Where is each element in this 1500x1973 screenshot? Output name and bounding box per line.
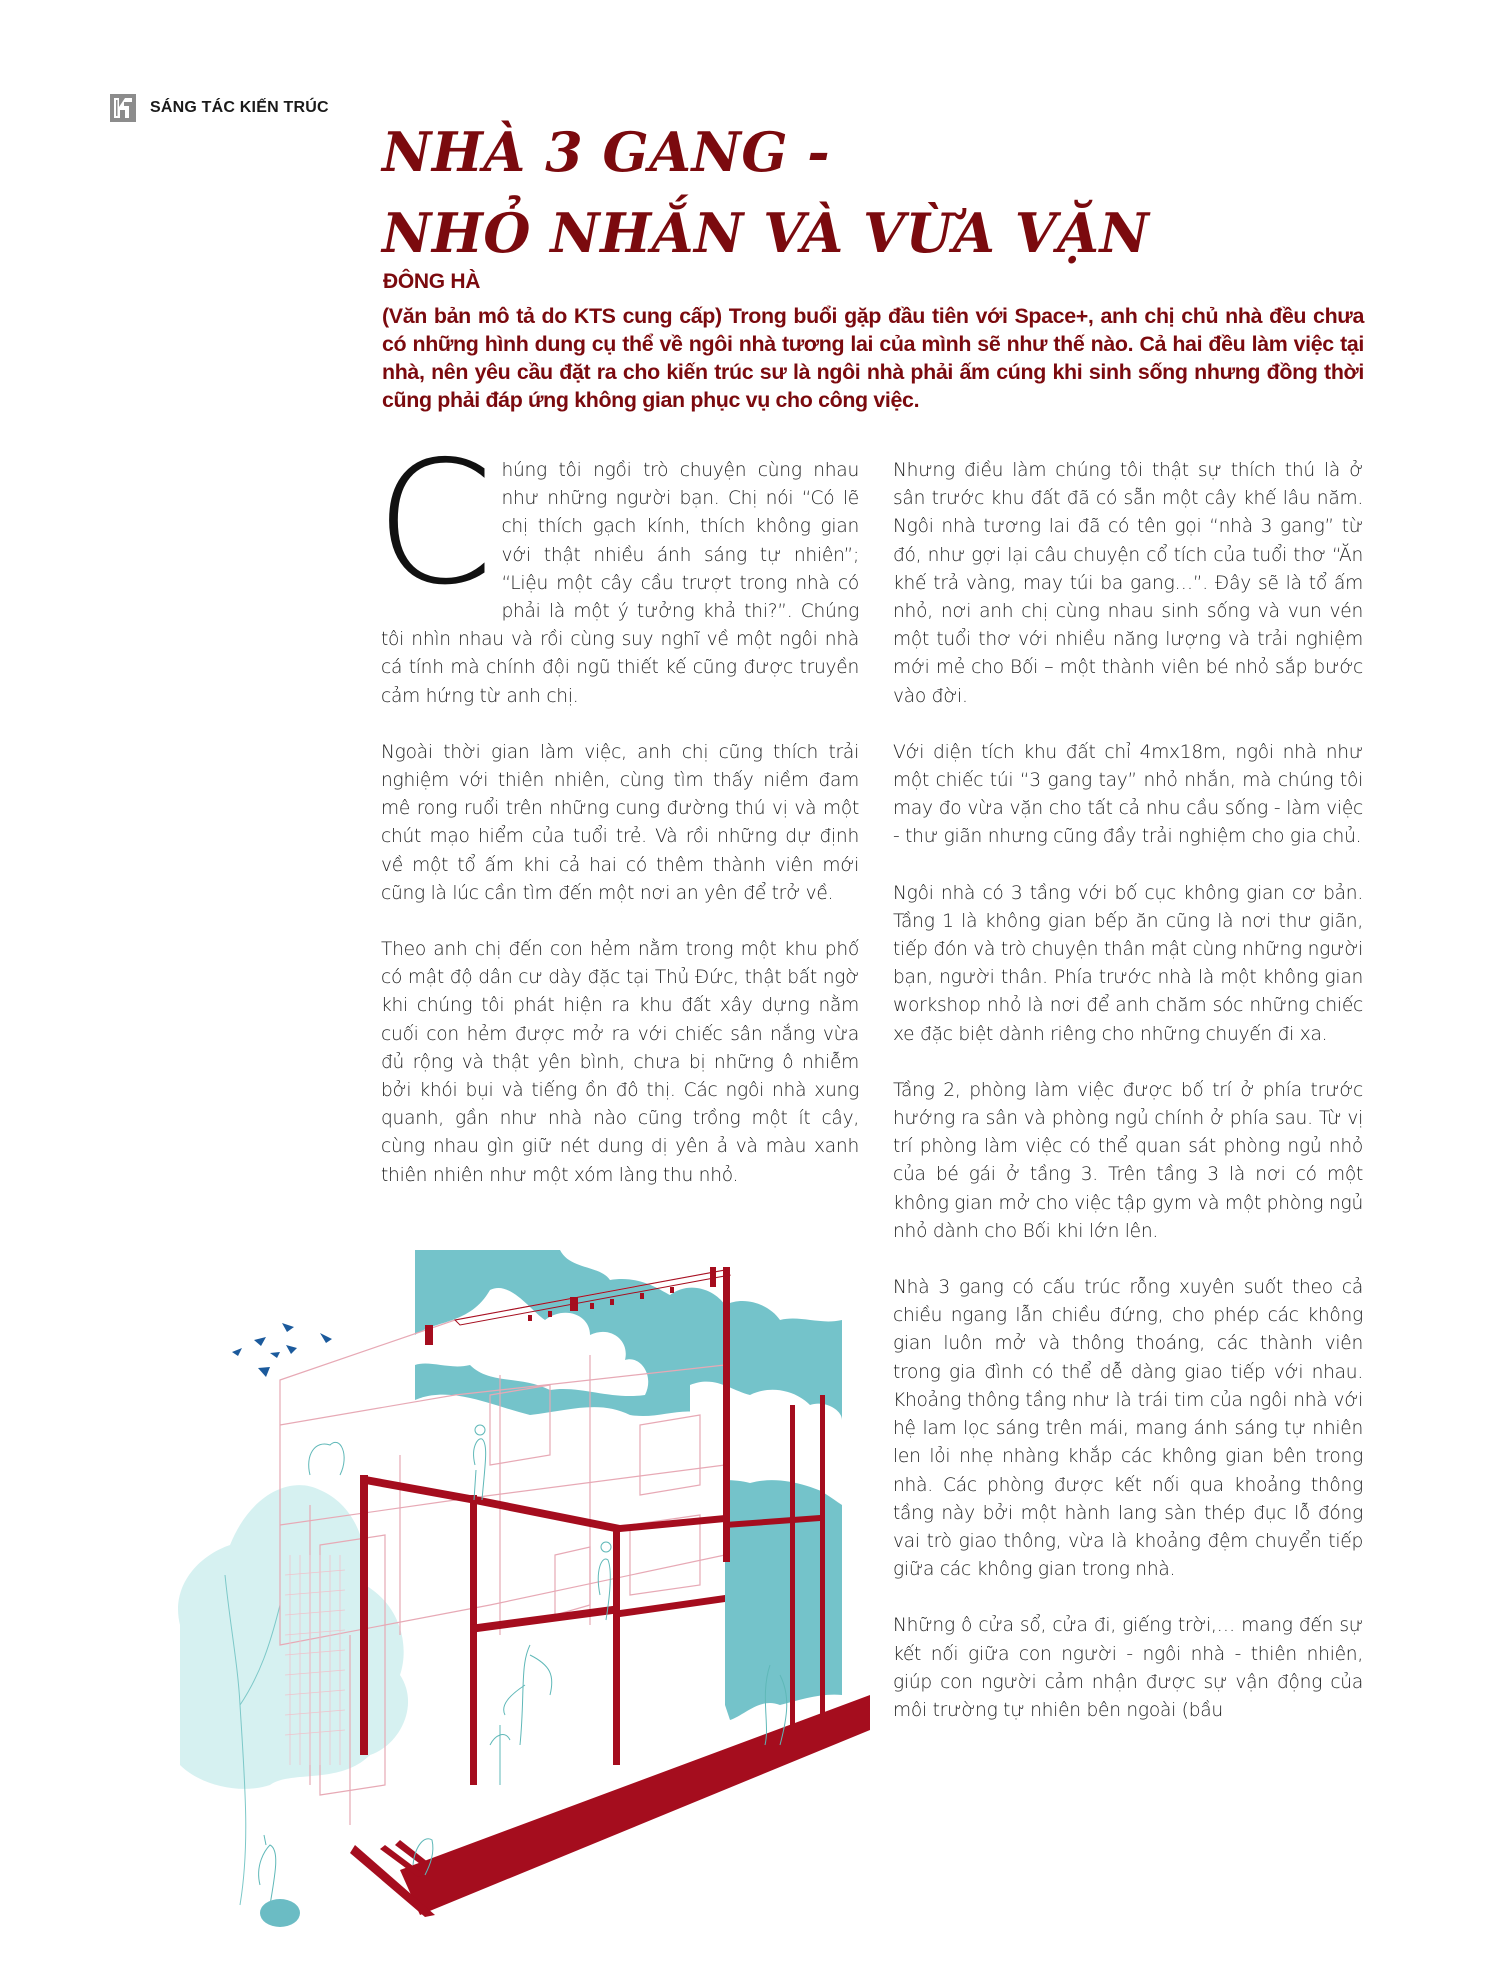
article-column-right bbox=[893, 457, 1363, 1753]
birds bbox=[232, 1323, 332, 1377]
paragraph: Theo anh chị đến con hẻm nằm trong một khu phố có mật độ dân cư dày đặc tại Thủ Đức, thật bất ngờ khi chúng tôi phát hiện ra khu đất xây dựng nằm cuối con hẻm được mở ra với chiếc sân nắng vừa đủ rộng và thật yên bình, chưa bị những ô nhiễm bởi khói bụi và tiếng ồn đô thị. Các ngôi nhà xung quanh, gần như nhà nào cũng trồng một ít cây, cùng nhau gìn giữ nét dung dị yên ả và màu xanh thiên nhiên như một xóm làng thu nhỏ. bbox=[381, 939, 859, 1186]
paragraph: Những ô cửa sổ, cửa đi, giếng trời,… mang đến sự kết nối giữa con người - ngôi nhà - thiên nhiên, giúp con người cảm nhận được sự vận động của môi trường tự nhiên bên ngoài (bầu bbox=[893, 1615, 1363, 1721]
paragraph: Nhưng điều làm chúng tôi thật sự thích thú là ở sân trước khu đất đã có sẵn một cây khế lâu năm. Ngôi nhà tương lai đã có tên gọi “nhà 3 gang” từ đó, như gợi lại câu chuyện cổ tích của tuổi thơ “Ăn khế trả vàng, may túi ba gang…”. Đây sẽ là tổ ấm nhỏ, nơi anh chị cùng nhau sinh sống và vun vén một tuổi thơ với nhiều năng lượng và trải nghiệm mới mẻ cho Bối – một thành viên bé nhỏ sắp bước vào đời. bbox=[893, 460, 1363, 707]
article-title-line-2: NHỎ NHẮN VÀ VỪA VẶN bbox=[382, 201, 1150, 265]
architecture-section-logo-icon bbox=[110, 94, 136, 122]
article-title-line-1: NHÀ 3 GANG - bbox=[382, 120, 831, 184]
paragraph: Tầng 2, phòng làm việc được bố trí ở phía trước hướng ra sân và phòng ngủ chính ở phía sau. Từ vị trí phòng làm việc có thể quan sát phòng ngủ nhỏ của bé gái ở tầng 3. Trên tầng 3 là nơi có một không gian mở cho việc tập gym và một phòng ngủ nhỏ dành cho Bối khi lớn lên. bbox=[893, 1079, 1363, 1242]
paragraph: Ngoài thời gian làm việc, anh chị cũng thích trải nghiệm với thiên nhiên, cùng tìm thấy niềm đam mê rong ruổi trên những cung đường thú vị và một chút mạo hiểm của tuổi trẻ. Và rồi những dự định về một tổ ấm khi cả hai có thêm thành viên mới cũng là lúc cần tìm đến một nơi an yên để trở về. bbox=[381, 741, 859, 904]
tree-foliage bbox=[178, 1485, 408, 1789]
paragraph: Với diện tích khu đất chỉ 4mx18m, ngôi nhà như một chiếc túi “3 gang tay” nhỏ nhắn, mà chúng tôi may đo vừa vặn cho tất cả nhu cầu sống - làm việc - thư giãn nhưng cũng đầy trải nghiệm cho gia chủ. bbox=[893, 741, 1363, 848]
article-byline: ĐÔNG HÀ bbox=[383, 270, 481, 293]
article-column-left bbox=[375, 425, 859, 1218]
paragraph: Nhà 3 gang có cấu trúc rỗng xuyên suốt theo cả chiều ngang lẫn chiều đứng, cho phép các không gian luôn mở và thông thoáng, các thành viên trong gia đình có thể dễ dàng giao tiếp với nhau. Khoảng thông tầng như là trái tim của ngôi nhà với hệ lam lọc sáng trên mái, mang ánh sáng tự nhiên len lỏi nhẹ nhàng khắp các không gian bên trong nhà. Các phòng được kết nối qua khoảng thông tầng này bởi một hành lang sàn thép đục lỗ đóng vai trò giao thông, vừa là khoảng đệm chuyển tiếp giữa các không gian trong nhà. bbox=[893, 1277, 1363, 1581]
drop-cap: C bbox=[375, 425, 494, 623]
article-intro: (Văn bản mô tả do KTS cung cấp) Trong buổi gặp đầu tiên với Space+, anh chị chủ nhà đều chưa có những hình dung cụ thể về ngôi nhà tương lai của mình sẽ như thế nào. Cả hai đều làm việc tại nhà, nên yêu cầu đặt ra cho kiến trúc sư là ngôi nhà phải ấm cúng khi sinh sống nhưng đồng thời cũng phải đáp ứng không gian phục vụ cho công việc. bbox=[382, 304, 1364, 412]
section-header bbox=[110, 94, 329, 122]
paragraph: Ngôi nhà có 3 tầng với bố cục không gian cơ bản. Tầng 1 là không gian bếp ăn cũng là nơi thư giãn, tiếp đón và trò chuyện thân mật cùng những người bạn, người thân. Phía trước nhà là một không gian workshop nhỏ là nơi để anh chăm sóc những chiếc xe đặc biệt dành riêng cho những chuyến đi xa. bbox=[893, 882, 1363, 1045]
pond bbox=[260, 1899, 300, 1927]
house-section-illustration bbox=[170, 1225, 870, 1945]
paragraph-text: húng tôi ngồi trò chuyện cùng nhau như những người bạn. Chị nói “Có lẽ chị thích gạch kính, thích không gian với thật nhiều ánh sáng tự nhiên”; “Liệu một cây cầu trượt trong nhà có phải là một ý tưởng khả thi?”. Chúng tôi nhìn nhau và rồi cùng suy nghĩ về một ngôi nhà cá tính mà chính đội ngũ thiết kế cũng được truyền cảm hứng từ anh chị. bbox=[381, 460, 859, 707]
paragraph bbox=[375, 425, 859, 711]
sky-with-clouds bbox=[415, 1250, 842, 1720]
article-title bbox=[382, 112, 1282, 274]
section-label: SÁNG TÁC KIẾN TRÚC bbox=[150, 99, 329, 116]
